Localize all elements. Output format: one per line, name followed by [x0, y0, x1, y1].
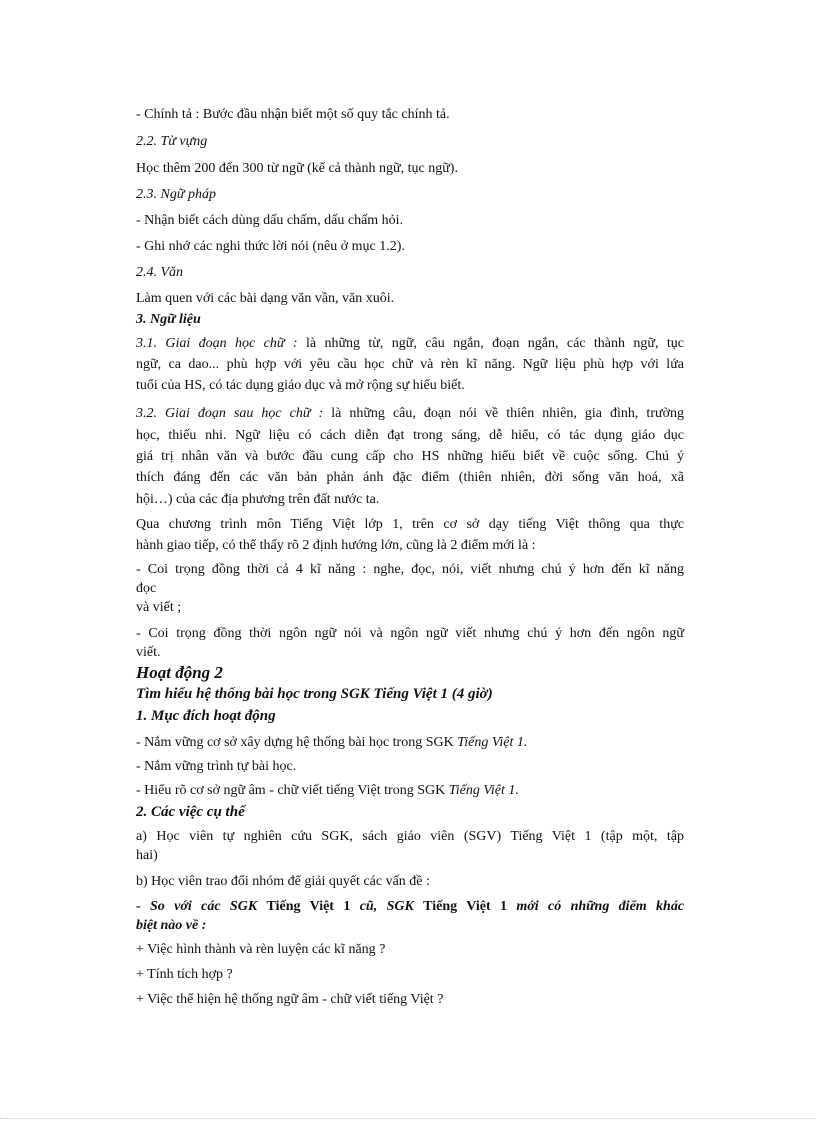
text-span: - So với các SGK — [136, 899, 267, 914]
term-label: 3.1. Giai đoạn học chữ : — [136, 336, 298, 351]
text-line — [136, 734, 684, 752]
text-line: viết. — [136, 645, 161, 660]
text-line: Làm quen với các bài dạng văn vần, văn xuôi. — [136, 291, 395, 306]
section-heading: 2.2. Từ vựng — [136, 134, 208, 149]
text-line — [136, 405, 684, 423]
book-title: Tiếng Việt 1. — [448, 783, 519, 798]
section-heading: 2.4. Văn — [136, 265, 184, 280]
text-line: hội…) của các địa phương trên đất nước ta. — [136, 492, 380, 507]
text-span: mới có những điểm khác — [506, 899, 685, 914]
page-bottom-divider — [0, 1118, 816, 1119]
text-span: cũ, SGK — [350, 899, 424, 914]
text-line: - Ghi nhớ các nghi thức lời nói (nêu ở mục 1.2). — [136, 239, 405, 254]
text-line: Qua chương trình môn Tiếng Việt lớp 1, trên cơ sở dạy tiếng Việt thông qua thực — [136, 517, 684, 532]
book-title: Tiếng Việt 1. — [457, 735, 528, 750]
text-line: - Nhận biết cách dùng dấu chấm, dấu chấm hỏi. — [136, 213, 404, 228]
section-heading: 2. Các việc cụ thể — [136, 804, 245, 820]
text-line: b) Học viên trao đổi nhóm để giải quyết các vấn đề : — [136, 874, 430, 889]
text-line: a) Học viên tự nghiên cứu SGK, sách giáo viên (SGV) Tiếng Việt 1 (tập một, tập — [136, 829, 684, 844]
text-line: đọc — [136, 581, 157, 596]
text-line: và viết ; — [136, 600, 182, 615]
text-line: - Coi trọng đồng thời ngôn ngữ nói và ngôn ngữ viết nhưng chú ý hơn đến ngôn ngữ — [136, 626, 684, 641]
text-line: - Coi trọng đồng thời cả 4 kĩ năng : nghe, đọc, nói, viết nhưng chú ý hơn đến kĩ năng — [136, 562, 684, 577]
text-line: - Nắm vững trình tự bài học. — [136, 759, 297, 774]
text-line: + Tính tích hợp ? — [136, 967, 233, 982]
text-line: hành giao tiếp, có thể thấy rõ 2 định hướng lớn, cũng là 2 điểm mới là : — [136, 538, 536, 553]
text-line: biệt nào về : — [136, 918, 207, 933]
text-line: - Chính tả : Bước đầu nhận biết một số quy tắc chính tả. — [136, 107, 450, 122]
term-label: 3.2. Giai đoạn sau học chữ : — [136, 406, 324, 421]
text-line: ngữ, ca dao... phù hợp với yêu cầu học chữ và rèn kĩ năng. Ngữ liệu phù hợp với lứa — [136, 357, 684, 372]
text-line: + Việc thể hiện hệ thống ngữ âm - chữ viết tiếng Việt ? — [136, 992, 444, 1007]
text-line: hai) — [136, 848, 158, 863]
text-line — [136, 898, 684, 916]
text-line — [136, 782, 684, 800]
book-title: Tiếng Việt 1 — [423, 899, 507, 914]
text-span: - Nắm vững cơ sở xây dựng hệ thống bài học trong SGK — [136, 735, 458, 750]
text-line: + Việc hình thành và rèn luyện các kĩ năng ? — [136, 942, 386, 957]
text-line: thích đáng đến các văn bản phản ánh đặc điểm (thiên nhiên, đời sống văn hoá, xã — [136, 470, 684, 485]
activity-heading: Hoạt động 2 — [136, 663, 223, 682]
activity-subtitle: Tìm hiểu hệ thống bài học trong SGK Tiếng Việt 1 (4 giờ) — [136, 686, 493, 702]
term-text: là những từ, ngữ, câu ngắn, đoạn ngắn, các thành ngữ, tục — [297, 336, 684, 351]
text-line: Học thêm 200 đến 300 từ ngữ (kể cả thành ngữ, tục ngữ). — [136, 161, 458, 176]
text-line — [136, 335, 684, 353]
book-title: Tiếng Việt 1 — [266, 899, 351, 914]
section-heading: 1. Mục đích hoạt động — [136, 708, 276, 724]
section-heading: 3. Ngữ liệu — [136, 312, 201, 327]
text-line: tuổi của HS, có tác dụng giáo dục và mở rộng sự hiểu biết. — [136, 378, 465, 393]
text-line: học, thiếu nhi. Ngữ liệu có cách diễn đạt trong sáng, dễ hiểu, có tác dụng giáo dục — [136, 428, 684, 443]
text-span: - Hiểu rõ cơ sở ngữ âm - chữ viết tiếng Việt trong SGK — [136, 783, 449, 798]
section-heading: 2.3. Ngữ pháp — [136, 187, 216, 202]
text-line: giá trị nhân văn và bước đầu cung cấp cho HS những hiểu biết về cuộc sống. Chú ý — [136, 449, 684, 464]
term-text: là những câu, đoạn nói về thiên nhiên, gia đình, trường — [323, 406, 684, 421]
